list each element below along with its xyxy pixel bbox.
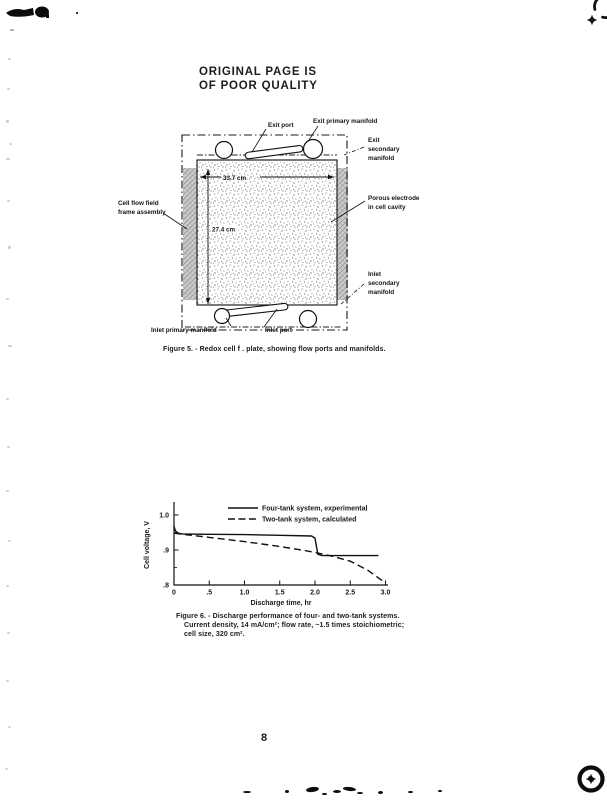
frame-band-right: [337, 168, 348, 300]
label-cell-flow-field-1: Cell flow field: [118, 200, 159, 207]
registration-mark-icon: [574, 762, 607, 796]
x-tick-label: 3.0: [380, 589, 391, 597]
chart-legend: [228, 506, 367, 524]
label-inlet-port: Inlet port: [265, 327, 292, 334]
figure5-diagram: [105, 108, 435, 343]
page-number: 8: [261, 732, 268, 744]
y-tick-label: .9: [163, 547, 169, 555]
x-tick-label: .5: [206, 589, 213, 597]
label-inlet-primary-manifold: Inlet primary manifold: [151, 327, 217, 334]
label-cell-flow-field-2: frame assembly: [118, 209, 166, 216]
label-inlet-secondary-2: secondary: [368, 280, 400, 287]
figure6-chart: [138, 488, 458, 613]
dim-width-label: 33.7 cm: [223, 174, 247, 182]
inlet-primary-hole: [215, 309, 230, 324]
label-exit-secondary-1: Exit: [368, 137, 380, 144]
figure6-caption-line3: cell size, 320 cm².: [184, 631, 245, 638]
x-tick-label: 1.0: [239, 589, 250, 597]
poor-quality-stamp: [199, 66, 318, 93]
y-axis-label: Cell voltage, V: [144, 521, 151, 569]
label-inlet-secondary-1: Inlet: [368, 271, 381, 278]
exit-port-slot: [245, 145, 303, 159]
chart-axes: [174, 502, 388, 585]
label-exit-port: Exit port: [268, 122, 294, 129]
exit-hole-left: [216, 142, 233, 159]
figure5-caption: Figure 5. - Redox cell f . plate, showing flow ports and manifolds.: [163, 346, 386, 353]
stamp-line1: ORIGINAL PAGE IS: [199, 66, 317, 78]
label-inlet-secondary-3: manifold: [368, 289, 395, 296]
exit-primary-hole: [304, 140, 323, 159]
x-tick-label: 2.5: [345, 589, 356, 597]
figure6-caption-line2: Current density, 14 mA/cm²; flow rate, ~1.5 times stoichiometric;: [184, 622, 405, 629]
frame-band-left: [183, 168, 197, 300]
dim-height-label: 27.4 cm: [212, 226, 236, 234]
registration-mark-icon: [576, 0, 607, 38]
label-exit-secondary-2: secondary: [368, 146, 400, 153]
label-porous-electrode-1: Porous electrode: [368, 195, 420, 202]
legend-label-four-tank: Four-tank system, experimental: [262, 505, 368, 513]
x-axis-label: Discharge time, hr: [250, 600, 312, 607]
figure6-caption-line1: Figure 6. - Discharge performance of four- and two-tank systems.: [176, 613, 400, 620]
x-axis-ticks: [172, 581, 390, 597]
x-tick-label: 1.5: [274, 589, 285, 597]
label-exit-primary-manifold: Exit primary manifold: [313, 118, 378, 125]
x-tick-label: 2.0: [310, 589, 320, 597]
series-four-tank-line: [174, 526, 378, 555]
y-tick-label: 1.0: [159, 512, 169, 520]
series-two-tank-line: [174, 533, 382, 580]
y-axis-ticks: [159, 513, 178, 590]
label-porous-electrode-2: in cell cavity: [368, 204, 406, 211]
porous-electrode-area: [197, 162, 337, 305]
y-tick-label: .8: [163, 582, 169, 590]
inlet-hole-right: [300, 311, 317, 328]
x-tick-label: 0: [172, 589, 176, 597]
label-exit-secondary-3: manifold: [368, 155, 395, 162]
stamp-line2: OF POOR QUALITY: [199, 79, 318, 92]
legend-label-two-tank: Two-tank system, calculated: [262, 516, 357, 524]
